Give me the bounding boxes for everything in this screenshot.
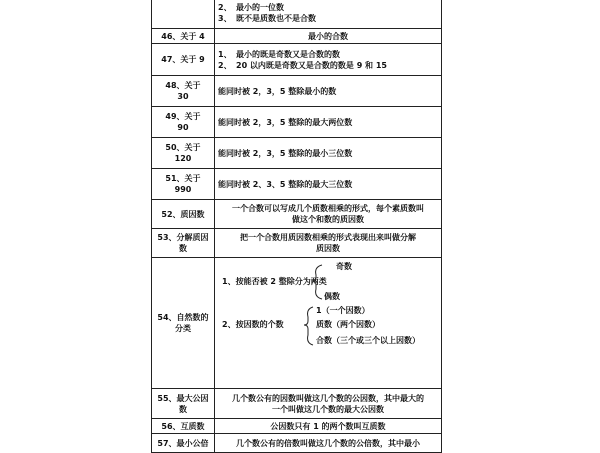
table-row xyxy=(152,169,442,200)
list-number: 2、 xyxy=(218,60,232,70)
key-line: 分类 xyxy=(175,324,191,333)
math-concepts-table xyxy=(151,0,442,453)
table-row xyxy=(152,138,442,169)
branch-1-label: 1、按能否被 2 整除分为两类 xyxy=(222,277,327,286)
row-53-key xyxy=(152,229,215,258)
row-49-key xyxy=(152,107,215,138)
key-line: 54、自然数的 xyxy=(157,313,209,322)
list-number: 3、 xyxy=(218,14,232,23)
table-row xyxy=(152,29,442,44)
even-label: 偶数 xyxy=(324,292,340,301)
table-row xyxy=(152,389,442,419)
key-line: 50、关于 xyxy=(165,143,201,152)
row-45-value xyxy=(215,0,442,29)
brace-1 xyxy=(312,265,322,299)
row-47-value xyxy=(215,44,442,76)
list-number: 1、 xyxy=(218,49,232,59)
brace-lines xyxy=(218,259,442,387)
key-line: 55、最大公因 xyxy=(157,393,209,403)
classification-tree xyxy=(218,259,438,387)
key-line: 51、关于 xyxy=(165,174,201,183)
key-line: 数 xyxy=(179,404,187,414)
value-line: 一个叫做这几个数的最大公因数 xyxy=(272,404,384,414)
row-45-key xyxy=(152,0,215,29)
row-50-key xyxy=(152,138,215,169)
key-line: 数 xyxy=(179,244,187,253)
row-51-value: 能同时被 2、3、5 整除的最大三位数 xyxy=(215,169,442,200)
row-56-value: 公因数只有 1 的两个数叫互质数 xyxy=(215,419,442,434)
row-57-value: 几个数公有的倍数叫做这几个数的公倍数，其中最小 xyxy=(215,434,442,453)
row-57-key: 57、最小公倍 xyxy=(152,434,215,453)
table-row xyxy=(152,200,442,229)
row-47-key: 47、关于 9 xyxy=(152,44,215,76)
key-line: 120 xyxy=(174,154,192,163)
row-46-value: 最小的合数 xyxy=(215,29,442,44)
row-52-key: 52、质因数 xyxy=(152,200,215,229)
table-row xyxy=(152,44,442,76)
table-row xyxy=(152,229,442,258)
row-49-value: 能同时被 2，3，5 整除的最大两位数 xyxy=(215,107,442,138)
table-row xyxy=(152,434,442,453)
key-line: 53、分解质因 xyxy=(157,233,209,242)
key-line: 49、关于 xyxy=(165,112,201,121)
row-50-value: 能同时被 2，3，5 整除的最小三位数 xyxy=(215,138,442,169)
one-factor-label: 1（一个因数） xyxy=(316,306,370,315)
value-line: 几个数公有的因数叫做这几个数的公因数，其中最大的 xyxy=(232,393,424,403)
row-48-value: 能同时被 2，3，5 整除最小的数 xyxy=(215,76,442,107)
row-54-value xyxy=(215,258,442,389)
value-line: 把一个合数用质因数相乘的形式表现出来叫做分解 xyxy=(240,233,416,242)
table-row xyxy=(152,107,442,138)
row-48-key xyxy=(152,76,215,107)
row-56-key: 56、互质数 xyxy=(152,419,215,434)
value-line: 做这个和数的质因数 xyxy=(292,215,364,224)
composite-label: 合数（三个或三个以上因数） xyxy=(316,336,420,345)
list-text: 最小的一位数 xyxy=(236,3,284,12)
list-text: 20 以内既是奇数又是合数的数是 9 和 15 xyxy=(236,60,387,70)
table-row xyxy=(152,76,442,107)
key-line: 90 xyxy=(177,123,189,132)
row-55-key xyxy=(152,389,215,419)
branch-2-label: 2、按因数的个数 xyxy=(222,320,284,329)
value-line: 一个合数可以写成几个质数相乘的形式，每个素质数叫 xyxy=(232,204,424,213)
table-row xyxy=(152,419,442,434)
key-line: 990 xyxy=(174,185,192,194)
table-row xyxy=(152,0,442,29)
list-text: 既不是质数也不是合数 xyxy=(236,14,316,23)
value-line: 质因数 xyxy=(316,244,340,253)
key-line: 48、关于 xyxy=(165,81,201,90)
row-55-value xyxy=(215,389,442,419)
row-52-value xyxy=(215,200,442,229)
row-46-key: 46、关于 4 xyxy=(152,29,215,44)
row-51-key xyxy=(152,169,215,200)
row-53-value xyxy=(215,229,442,258)
table-row xyxy=(152,258,442,389)
prime-label: 质数（两个因数） xyxy=(316,320,380,329)
list-number: 2、 xyxy=(218,3,232,12)
brace-2 xyxy=(304,307,313,345)
row-54-key xyxy=(152,258,215,389)
odd-label: 奇数 xyxy=(336,262,352,271)
list-text: 最小的既是奇数又是合数的数 xyxy=(236,49,340,59)
key-line: 30 xyxy=(177,92,189,101)
